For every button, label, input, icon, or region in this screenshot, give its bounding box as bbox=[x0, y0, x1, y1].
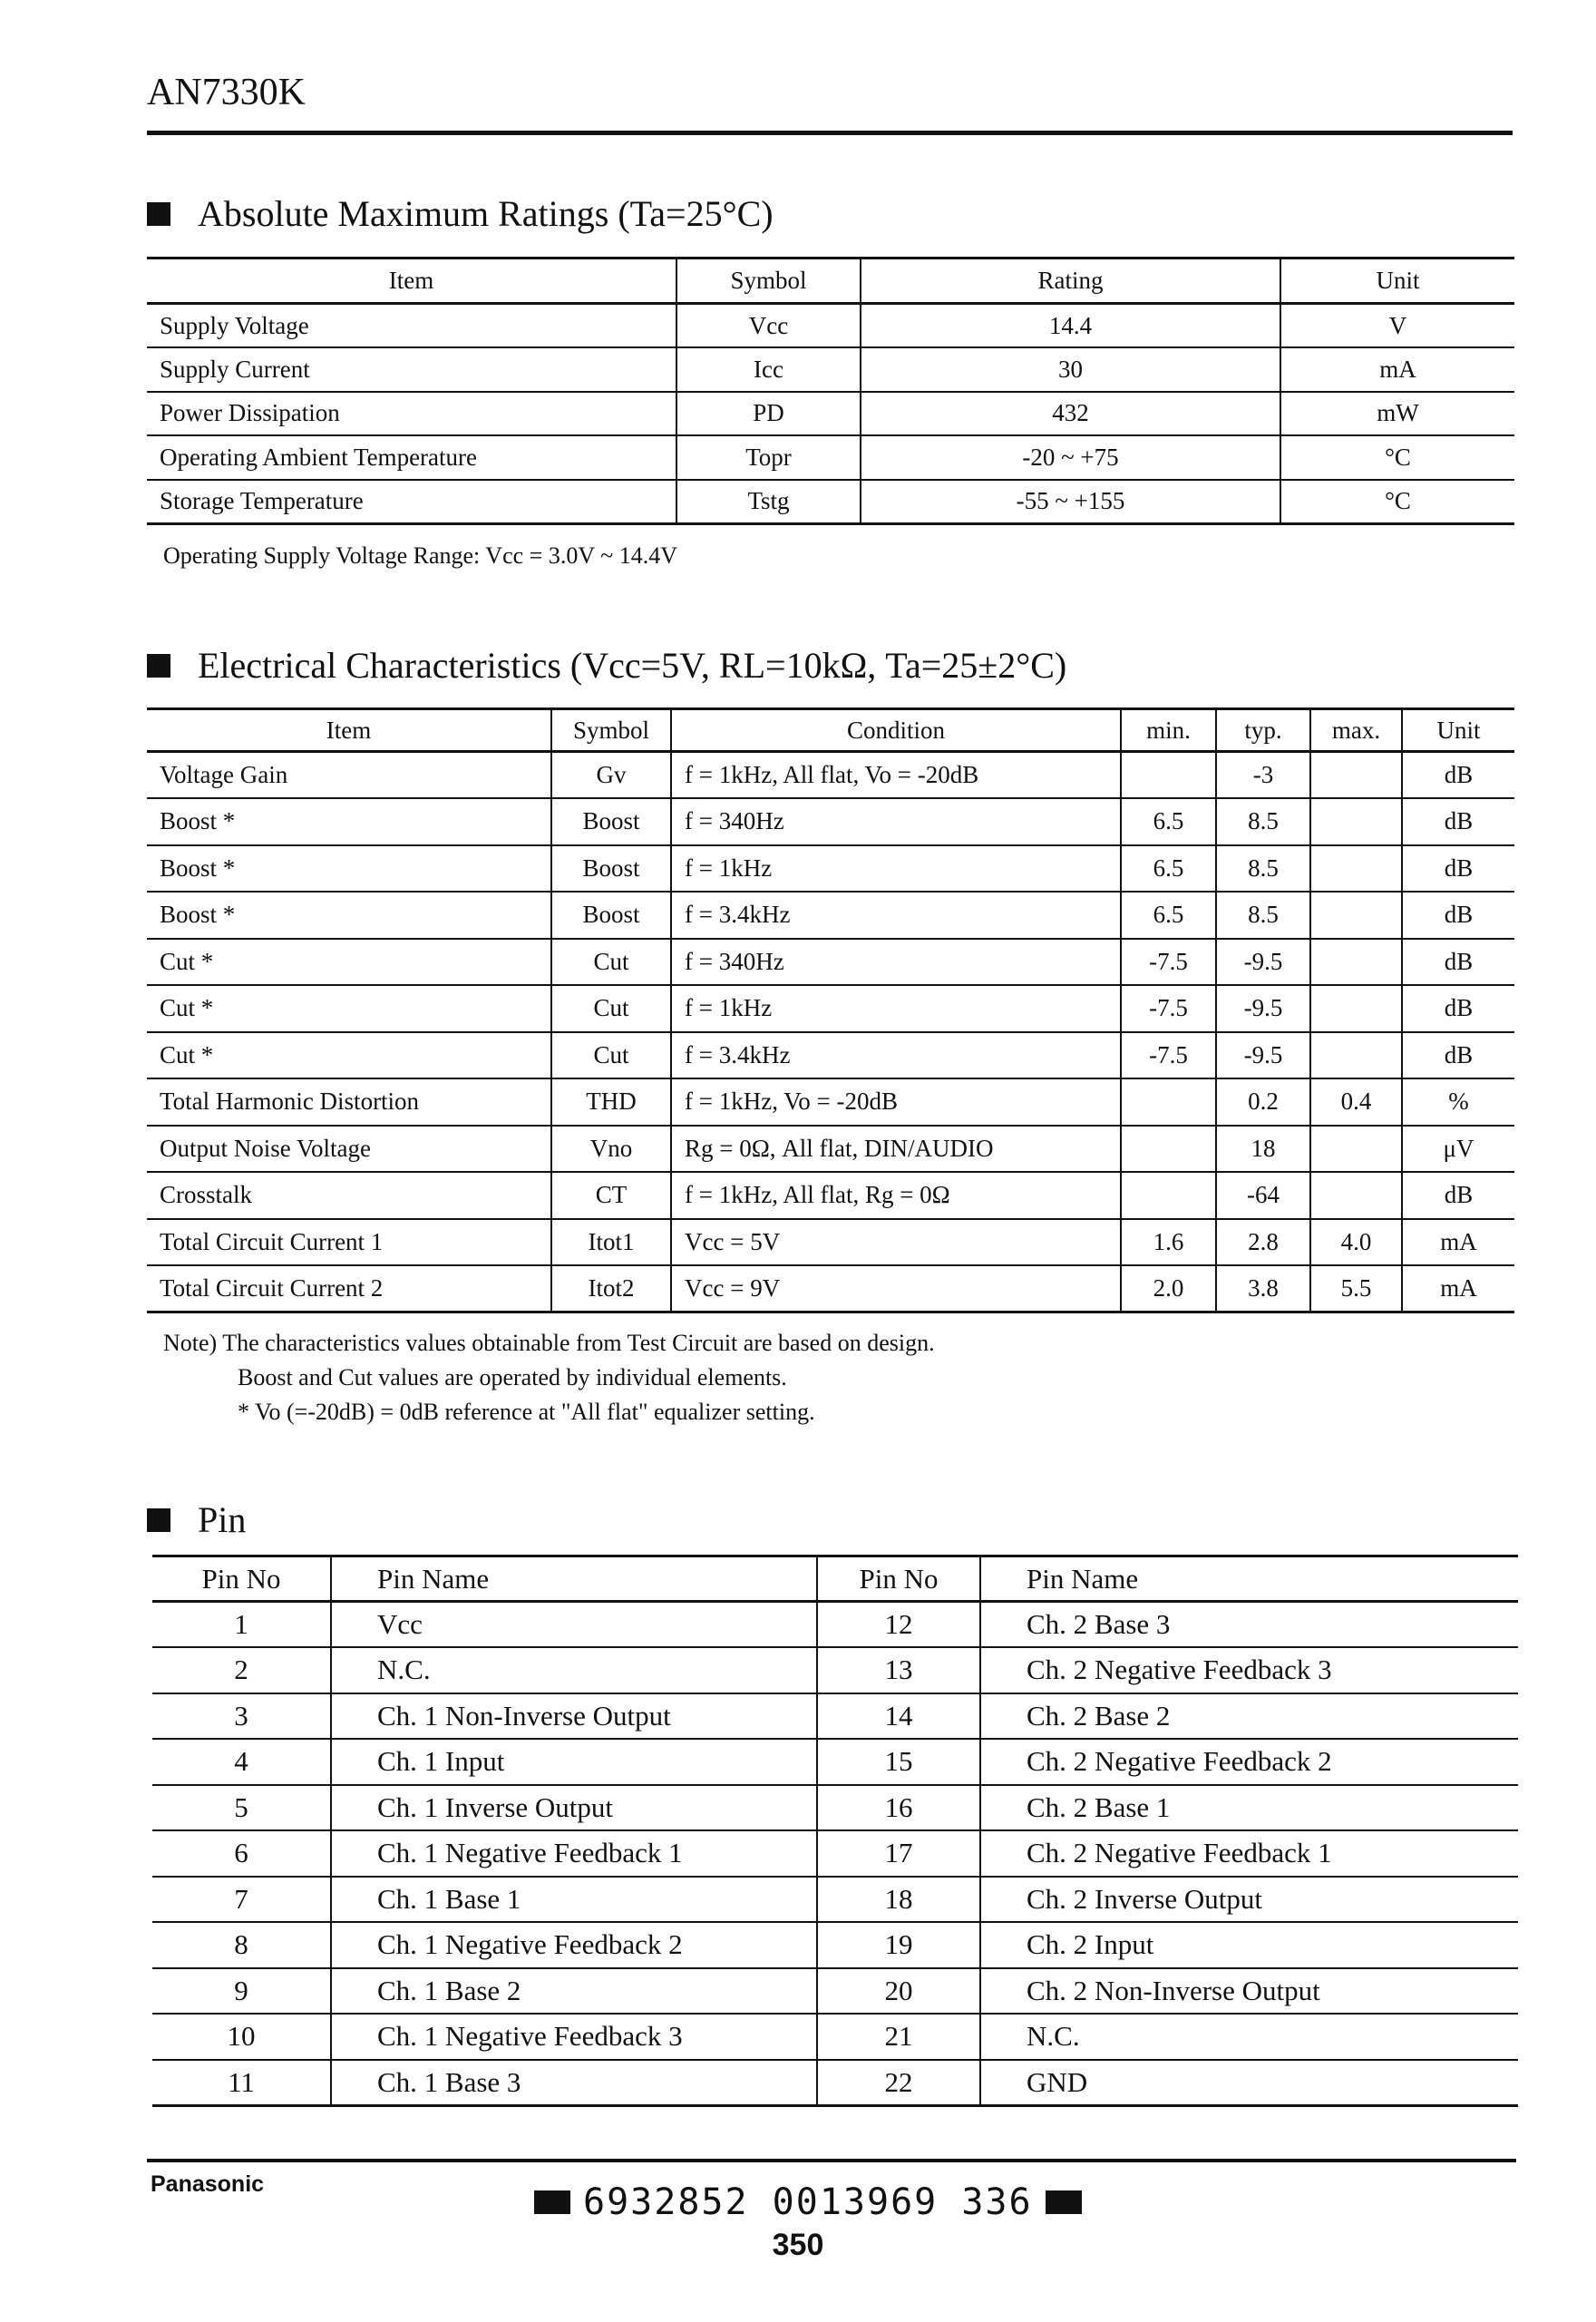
col-min: min. bbox=[1121, 709, 1216, 752]
table-row bbox=[147, 985, 1514, 1032]
col-symbol: Symbol bbox=[551, 709, 671, 752]
cell-pin-name: Ch. 1 Negative Feedback 2 bbox=[331, 1922, 817, 1968]
cell-pin-no: 11 bbox=[152, 2060, 331, 2106]
table-row bbox=[147, 435, 1514, 480]
cell-pin-name: Ch. 1 Base 1 bbox=[331, 1877, 817, 1923]
cell-symbol: Boost bbox=[551, 798, 671, 845]
cell-pin-name: N.C. bbox=[980, 2014, 1518, 2060]
square-bullet-icon bbox=[147, 1508, 170, 1532]
cell-pin-name: Ch. 2 Inverse Output bbox=[980, 1877, 1518, 1923]
cell-min: 6.5 bbox=[1121, 845, 1216, 893]
cell-max bbox=[1310, 985, 1402, 1032]
footer-rule bbox=[147, 2159, 1516, 2162]
table-row bbox=[147, 798, 1514, 845]
cell-min: -7.5 bbox=[1121, 1032, 1216, 1079]
col-typ: typ. bbox=[1216, 709, 1310, 752]
cell-condition: f = 1kHz, Vo = -20dB bbox=[671, 1078, 1121, 1126]
elec-heading-text: Electrical Characteristics (Vcc=5V, RL=10kΩ, Ta=25±2°C) bbox=[198, 645, 1067, 686]
cell-item: Boost * bbox=[147, 845, 551, 893]
cell-symbol: Topr bbox=[676, 435, 861, 480]
table-row bbox=[147, 347, 1514, 392]
cell-symbol: Vno bbox=[551, 1126, 671, 1173]
cell-max bbox=[1310, 1032, 1402, 1079]
barcode-block-icon bbox=[534, 2190, 570, 2214]
cell-min bbox=[1121, 1078, 1216, 1126]
table-row bbox=[147, 392, 1514, 436]
cell-unit: °C bbox=[1280, 480, 1514, 524]
table-row bbox=[152, 1739, 1518, 1785]
cell-pin-no: 10 bbox=[152, 2014, 331, 2060]
cell-typ: -3 bbox=[1216, 752, 1310, 799]
cell-item: Total Circuit Current 2 bbox=[147, 1265, 551, 1312]
cell-condition: Vcc = 9V bbox=[671, 1265, 1121, 1312]
cell-symbol: Itot1 bbox=[551, 1219, 671, 1266]
table-row bbox=[152, 1647, 1518, 1693]
table-row bbox=[152, 2060, 1518, 2106]
table-row bbox=[147, 1126, 1514, 1173]
cell-pin-no: 3 bbox=[152, 1693, 331, 1740]
col-pin-no: Pin No bbox=[152, 1556, 331, 1602]
cell-symbol: Itot2 bbox=[551, 1265, 671, 1312]
cell-rating: -55 ~ +155 bbox=[861, 480, 1280, 524]
cell-unit: °C bbox=[1280, 435, 1514, 480]
table-header-row bbox=[152, 1556, 1518, 1602]
table-row bbox=[147, 1032, 1514, 1079]
cell-symbol: Boost bbox=[551, 845, 671, 893]
cell-typ: 3.8 bbox=[1216, 1265, 1310, 1312]
brand-logo: Panasonic bbox=[151, 2171, 265, 2197]
table-row bbox=[152, 1785, 1518, 1831]
page-number: 350 bbox=[772, 2228, 824, 2262]
cell-item: Storage Temperature bbox=[147, 480, 676, 524]
cell-unit: dB bbox=[1402, 1032, 1514, 1079]
note-line: Boost and Cut values are operated by individual elements. bbox=[238, 1364, 787, 1390]
document-title: AN7330K bbox=[147, 72, 306, 113]
title-rule bbox=[147, 131, 1513, 135]
cell-typ: 0.2 bbox=[1216, 1078, 1310, 1126]
cell-pin-no: 21 bbox=[817, 2014, 980, 2060]
col-unit: Unit bbox=[1402, 709, 1514, 752]
cell-pin-no: 2 bbox=[152, 1647, 331, 1693]
cell-typ: 8.5 bbox=[1216, 892, 1310, 939]
cell-pin-name: Ch. 1 Inverse Output bbox=[331, 1785, 817, 1831]
cell-item: Voltage Gain bbox=[147, 752, 551, 799]
cell-symbol: Cut bbox=[551, 985, 671, 1032]
cell-item: Total Harmonic Distortion bbox=[147, 1078, 551, 1126]
cell-max: 4.0 bbox=[1310, 1219, 1402, 1266]
table-row bbox=[147, 892, 1514, 939]
cell-typ: -9.5 bbox=[1216, 939, 1310, 986]
col-rating: Rating bbox=[861, 259, 1280, 304]
cell-symbol: Gv bbox=[551, 752, 671, 799]
cell-pin-no: 15 bbox=[817, 1739, 980, 1785]
col-item: Item bbox=[147, 709, 551, 752]
cell-min bbox=[1121, 1172, 1216, 1219]
cell-item: Cut * bbox=[147, 939, 551, 986]
cell-min: -7.5 bbox=[1121, 939, 1216, 986]
abs-max-note: Operating Supply Voltage Range: Vcc = 3.0V ~ 14.4V bbox=[163, 542, 677, 569]
abs-max-heading bbox=[147, 192, 774, 235]
cell-item: Supply Voltage bbox=[147, 304, 676, 348]
cell-unit: dB bbox=[1402, 1172, 1514, 1219]
cell-pin-no: 16 bbox=[817, 1785, 980, 1831]
table-row bbox=[152, 1830, 1518, 1877]
square-bullet-icon bbox=[147, 202, 170, 226]
cell-pin-name: Ch. 1 Negative Feedback 1 bbox=[331, 1830, 817, 1877]
cell-unit: mA bbox=[1402, 1265, 1514, 1312]
barcode bbox=[521, 2181, 1095, 2223]
cell-pin-no: 9 bbox=[152, 1968, 331, 2015]
cell-pin-no: 19 bbox=[817, 1922, 980, 1968]
cell-pin-name: Ch. 2 Negative Feedback 2 bbox=[980, 1739, 1518, 1785]
col-item: Item bbox=[147, 259, 676, 304]
table-row bbox=[147, 1078, 1514, 1126]
cell-typ: -9.5 bbox=[1216, 985, 1310, 1032]
cell-symbol: Cut bbox=[551, 939, 671, 986]
cell-max bbox=[1310, 798, 1402, 845]
cell-condition: f = 1kHz bbox=[671, 985, 1121, 1032]
cell-pin-no: 13 bbox=[817, 1647, 980, 1693]
note-line: Note) The characteristics values obtainable from Test Circuit are based on design. bbox=[163, 1330, 935, 1356]
cell-item: Supply Current bbox=[147, 347, 676, 392]
cell-max bbox=[1310, 939, 1402, 986]
square-bullet-icon bbox=[147, 654, 170, 678]
abs-max-heading-text: Absolute Maximum Ratings (Ta=25°C) bbox=[198, 193, 774, 234]
cell-pin-no: 4 bbox=[152, 1739, 331, 1785]
cell-item: Boost * bbox=[147, 798, 551, 845]
cell-pin-no: 17 bbox=[817, 1830, 980, 1877]
pin-heading bbox=[147, 1498, 246, 1541]
cell-item: Power Dissipation bbox=[147, 392, 676, 436]
cell-pin-no: 22 bbox=[817, 2060, 980, 2106]
cell-pin-no: 7 bbox=[152, 1877, 331, 1923]
col-max: max. bbox=[1310, 709, 1402, 752]
cell-unit: V bbox=[1280, 304, 1514, 348]
pin-table bbox=[152, 1555, 1518, 2107]
cell-rating: 30 bbox=[861, 347, 1280, 392]
cell-pin-name: Ch. 2 Input bbox=[980, 1922, 1518, 1968]
cell-max: 0.4 bbox=[1310, 1078, 1402, 1126]
col-pin-name: Pin Name bbox=[980, 1556, 1518, 1602]
cell-pin-name: N.C. bbox=[331, 1647, 817, 1693]
cell-rating: 14.4 bbox=[861, 304, 1280, 348]
cell-pin-name: Ch. 2 Negative Feedback 3 bbox=[980, 1647, 1518, 1693]
cell-symbol: Cut bbox=[551, 1032, 671, 1079]
cell-pin-name: Vcc bbox=[331, 1602, 817, 1648]
cell-pin-name: Ch. 2 Base 3 bbox=[980, 1602, 1518, 1648]
cell-pin-no: 8 bbox=[152, 1922, 331, 1968]
cell-condition: f = 340Hz bbox=[671, 939, 1121, 986]
cell-pin-no: 6 bbox=[152, 1830, 331, 1877]
cell-rating: 432 bbox=[861, 392, 1280, 436]
cell-condition: f = 3.4kHz bbox=[671, 1032, 1121, 1079]
cell-typ: 2.8 bbox=[1216, 1219, 1310, 1266]
elec-table bbox=[147, 707, 1514, 1313]
cell-pin-name: Ch. 1 Non-Inverse Output bbox=[331, 1693, 817, 1740]
cell-pin-no: 12 bbox=[817, 1602, 980, 1648]
cell-min: 2.0 bbox=[1121, 1265, 1216, 1312]
note-line: * Vo (=-20dB) = 0dB reference at "All flat" equalizer setting. bbox=[238, 1399, 815, 1425]
table-row bbox=[152, 1602, 1518, 1648]
table-row bbox=[147, 1219, 1514, 1266]
cell-symbol: Tstg bbox=[676, 480, 861, 524]
table-row bbox=[147, 845, 1514, 893]
cell-pin-no: 20 bbox=[817, 1968, 980, 2015]
elec-heading bbox=[147, 644, 1066, 687]
cell-unit: dB bbox=[1402, 939, 1514, 986]
cell-min bbox=[1121, 1126, 1216, 1173]
cell-unit: μV bbox=[1402, 1126, 1514, 1173]
col-unit: Unit bbox=[1280, 259, 1514, 304]
table-row bbox=[152, 1968, 1518, 2015]
cell-condition: Rg = 0Ω, All flat, DIN/AUDIO bbox=[671, 1126, 1121, 1173]
cell-item: Cut * bbox=[147, 1032, 551, 1079]
cell-symbol: THD bbox=[551, 1078, 671, 1126]
cell-typ: -9.5 bbox=[1216, 1032, 1310, 1079]
cell-pin-name: Ch. 2 Base 2 bbox=[980, 1693, 1518, 1740]
cell-pin-no: 5 bbox=[152, 1785, 331, 1831]
cell-pin-name: Ch. 1 Negative Feedback 3 bbox=[331, 2014, 817, 2060]
cell-unit: dB bbox=[1402, 985, 1514, 1032]
table-row bbox=[147, 939, 1514, 986]
cell-condition: f = 1kHz bbox=[671, 845, 1121, 893]
cell-typ: 8.5 bbox=[1216, 798, 1310, 845]
cell-pin-name: Ch. 2 Negative Feedback 1 bbox=[980, 1830, 1518, 1877]
elec-notes bbox=[163, 1326, 935, 1429]
cell-max bbox=[1310, 1172, 1402, 1219]
cell-pin-name: Ch. 1 Base 3 bbox=[331, 2060, 817, 2106]
cell-condition: f = 340Hz bbox=[671, 798, 1121, 845]
col-symbol: Symbol bbox=[676, 259, 861, 304]
cell-typ: 8.5 bbox=[1216, 845, 1310, 893]
cell-min: 6.5 bbox=[1121, 892, 1216, 939]
cell-condition: Vcc = 5V bbox=[671, 1219, 1121, 1266]
cell-max bbox=[1310, 892, 1402, 939]
barcode-block-icon bbox=[1046, 2190, 1082, 2214]
pin-heading-text: Pin bbox=[198, 1499, 247, 1540]
table-row bbox=[147, 1172, 1514, 1219]
table-row bbox=[152, 1877, 1518, 1923]
cell-pin-name: Ch. 1 Input bbox=[331, 1739, 817, 1785]
table-row bbox=[147, 752, 1514, 799]
cell-symbol: Vcc bbox=[676, 304, 861, 348]
cell-typ: -64 bbox=[1216, 1172, 1310, 1219]
table-row bbox=[152, 2014, 1518, 2060]
cell-pin-name: GND bbox=[980, 2060, 1518, 2106]
col-pin-no: Pin No bbox=[817, 1556, 980, 1602]
cell-typ: 18 bbox=[1216, 1126, 1310, 1173]
cell-unit: dB bbox=[1402, 752, 1514, 799]
cell-item: Total Circuit Current 1 bbox=[147, 1219, 551, 1266]
table-row bbox=[147, 480, 1514, 524]
col-pin-name: Pin Name bbox=[331, 1556, 817, 1602]
cell-min: 1.6 bbox=[1121, 1219, 1216, 1266]
cell-unit: dB bbox=[1402, 845, 1514, 893]
cell-max bbox=[1310, 752, 1402, 799]
cell-symbol: PD bbox=[676, 392, 861, 436]
cell-max: 5.5 bbox=[1310, 1265, 1402, 1312]
cell-item: Crosstalk bbox=[147, 1172, 551, 1219]
cell-min: -7.5 bbox=[1121, 985, 1216, 1032]
cell-min bbox=[1121, 752, 1216, 799]
cell-pin-no: 14 bbox=[817, 1693, 980, 1740]
cell-max bbox=[1310, 1126, 1402, 1173]
cell-item: Output Noise Voltage bbox=[147, 1126, 551, 1173]
table-row bbox=[147, 304, 1514, 348]
table-row bbox=[152, 1693, 1518, 1740]
abs-max-table bbox=[147, 257, 1514, 525]
cell-condition: f = 1kHz, All flat, Rg = 0Ω bbox=[671, 1172, 1121, 1219]
table-row bbox=[147, 1265, 1514, 1312]
cell-unit: dB bbox=[1402, 892, 1514, 939]
cell-pin-name: Ch. 2 Base 1 bbox=[980, 1785, 1518, 1831]
cell-unit: mA bbox=[1402, 1219, 1514, 1266]
table-header-row bbox=[147, 259, 1514, 304]
cell-pin-no: 1 bbox=[152, 1602, 331, 1648]
cell-pin-no: 18 bbox=[817, 1877, 980, 1923]
table-header-row bbox=[147, 709, 1514, 752]
cell-item: Boost * bbox=[147, 892, 551, 939]
cell-unit: % bbox=[1402, 1078, 1514, 1126]
cell-item: Operating Ambient Temperature bbox=[147, 435, 676, 480]
col-condition: Condition bbox=[671, 709, 1121, 752]
cell-symbol: CT bbox=[551, 1172, 671, 1219]
cell-symbol: Boost bbox=[551, 892, 671, 939]
cell-max bbox=[1310, 845, 1402, 893]
cell-symbol: Icc bbox=[676, 347, 861, 392]
cell-item: Cut * bbox=[147, 985, 551, 1032]
cell-pin-name: Ch. 1 Base 2 bbox=[331, 1968, 817, 2015]
barcode-text: 6932852 0013969 336 bbox=[583, 2181, 1033, 2223]
cell-condition: f = 1kHz, All flat, Vo = -20dB bbox=[671, 752, 1121, 799]
cell-rating: -20 ~ +75 bbox=[861, 435, 1280, 480]
table-row bbox=[152, 1922, 1518, 1968]
cell-pin-name: Ch. 2 Non-Inverse Output bbox=[980, 1968, 1518, 2015]
cell-min: 6.5 bbox=[1121, 798, 1216, 845]
cell-unit: mA bbox=[1280, 347, 1514, 392]
cell-unit: dB bbox=[1402, 798, 1514, 845]
cell-unit: mW bbox=[1280, 392, 1514, 436]
cell-condition: f = 3.4kHz bbox=[671, 892, 1121, 939]
